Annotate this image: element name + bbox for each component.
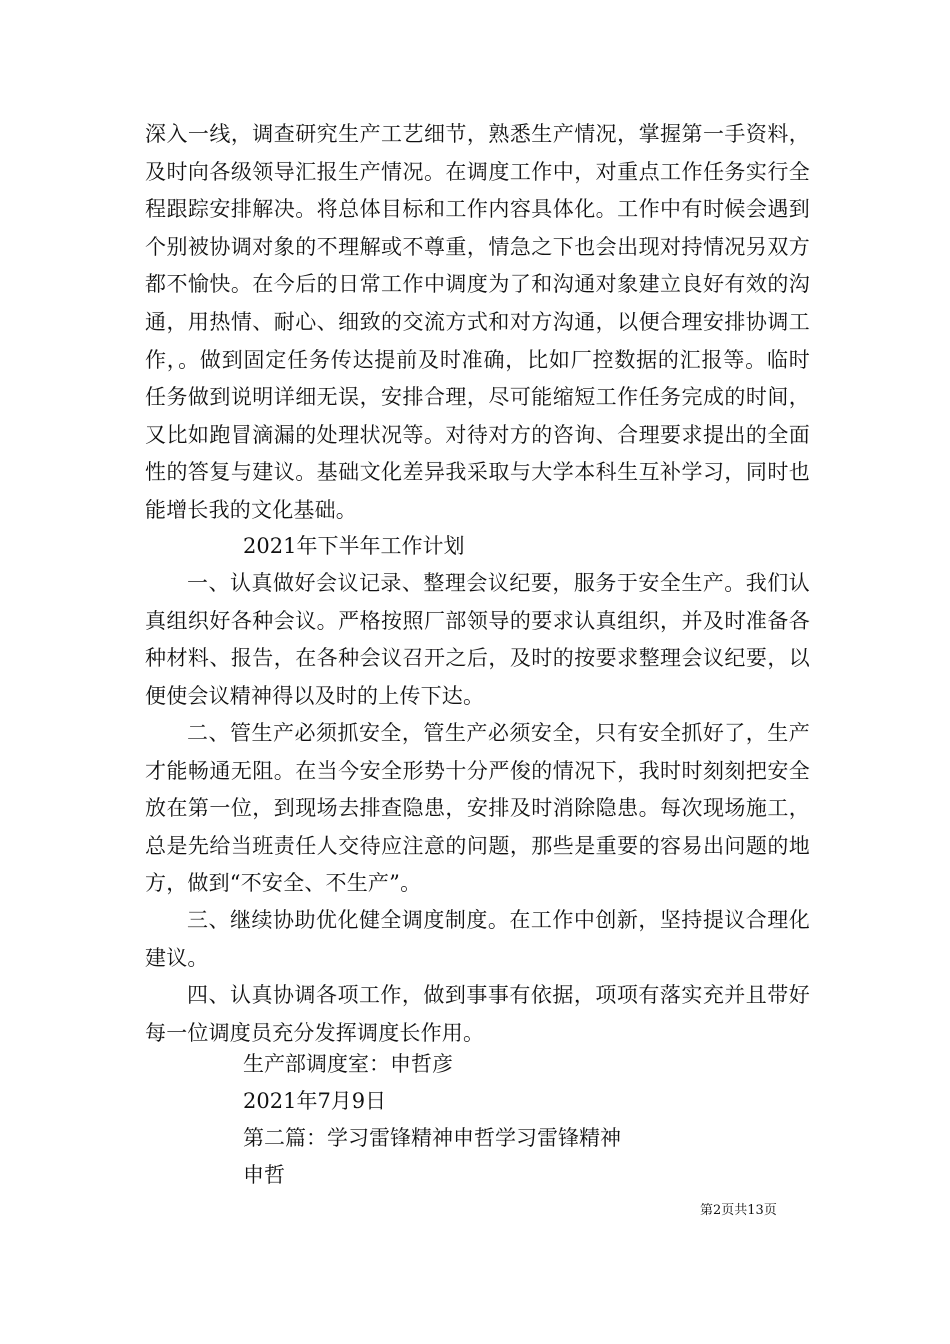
plan-item-2: 二、管生产必须抓安全，管生产必须安全，只有安全抓好了，生产才能畅通无阻。在当今安全形势十分严俊的情况下，我时时刻刻把安全放在第一位，到现场去排查隐患，安排及时消除隐患。每次现场施工，总是先给当班责任人交待应注意的问题，那些是重要的容易出问题的地方，做到“不安全、不生产”。 [145, 721, 810, 896]
body-paragraph-1: 深入一线，调查研究生产工艺细节，熟悉生产情况，掌握第一手资料，及时向各级领导汇报生产情况。在调度工作中，对重点工作任务实行全程跟踪安排解决。将总体目标和工作内容具体化。工作中有时候会遇到个别被协调对象的不理解或不尊重，情急之下也会出现对持情况另双方都不愉快。在今后的日常工作中调度为了和沟通对象建立良好有效的沟通，用热情、耐心、细致的交流方式和对方沟通，以便合理安排协调工作，。做到固定任务传达提前及时准确，比如厂控数据的汇报等。临时任务做到说明详细无误，安排合理，尽可能缩短工作任务完成的时间，又比如跑冒滴漏的处理状况等。对待对方的咨询、合理要求提出的全面性的答复与建议。基础文化差异我采取与大学本科生互补学习，同时也能增长我的文化基础。 [145, 122, 810, 522]
section-2-title: 第二篇：学习雷锋精神申哲学习雷锋精神 [243, 1126, 621, 1150]
page-footer: 第2页共13页 [700, 1203, 777, 1218]
date-line: 2021年7月9日 [243, 1089, 387, 1113]
plan-item-4: 四、认真协调各项工作，做到事事有依据，项项有落实充并且带好每一位调度员充分发挥调度长作用。 [145, 983, 810, 1045]
plan-item-1: 一、认真做好会议记录、整理会议纪要，服务于安全生产。我们认真组织好各种会议。严格按照厂部领导的要求认真组织，并及时准备各种材料、报告，在各种会议召开之后，及时的按要求整理会议纪要，以便使会议精神得以及时的上传下达。 [145, 571, 810, 708]
signature-line: 生产部调度室：申哲彦 [243, 1052, 453, 1076]
plan-item-3: 三、继续协助优化健全调度制度。在工作中创新，坚持提议合理化建议。 [145, 908, 810, 970]
author-line: 申哲 [243, 1163, 285, 1187]
plan-title: 2021年下半年工作计划 [243, 534, 465, 558]
